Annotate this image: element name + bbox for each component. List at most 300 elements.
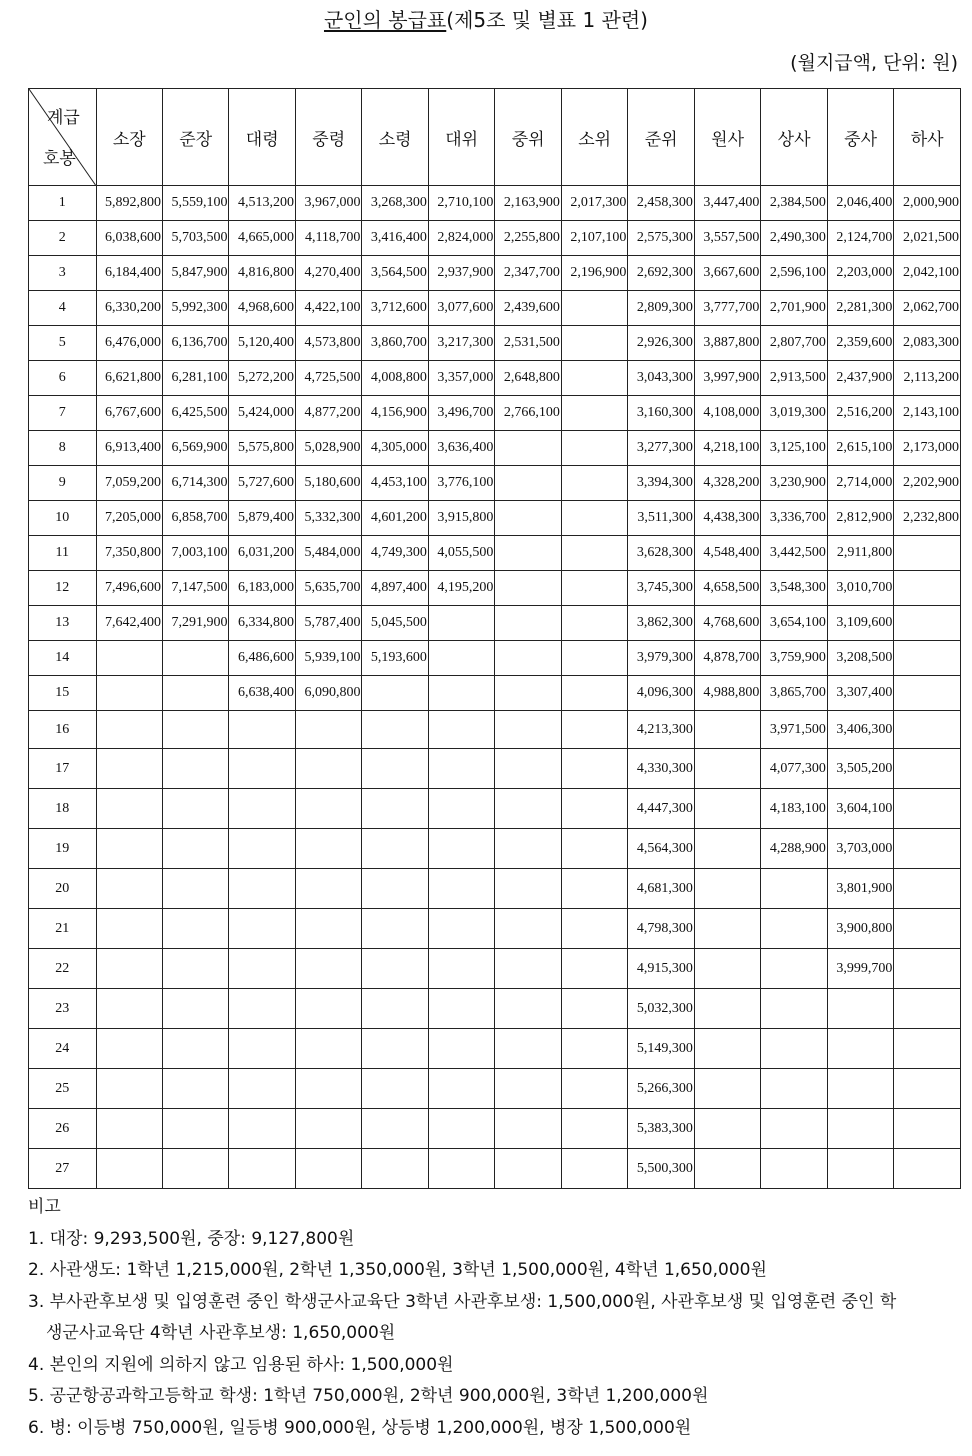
salary-cell [894,1029,961,1069]
salary-cell: 4,055,500 [428,536,494,571]
salary-cell [362,789,428,829]
salary-cell: 4,330,300 [628,749,694,789]
salary-cell: 3,160,300 [628,396,694,431]
pay-table [28,88,961,1189]
salary-cell: 3,416,400 [362,221,428,256]
salary-cell: 2,701,900 [761,291,827,326]
salary-cell [761,909,827,949]
step-number: 16 [29,711,97,749]
salary-cell [229,1029,295,1069]
salary-cell: 3,336,700 [761,501,827,536]
salary-cell: 2,490,300 [761,221,827,256]
salary-cell: 2,692,300 [628,256,694,291]
salary-cell [894,641,961,676]
salary-cell: 3,019,300 [761,396,827,431]
salary-cell: 4,288,900 [761,829,827,869]
salary-cell [362,829,428,869]
step-number: 5 [29,326,97,361]
salary-cell [561,909,627,949]
salary-cell: 4,681,300 [628,869,694,909]
salary-cell: 3,394,300 [628,466,694,501]
salary-cell [96,909,162,949]
salary-cell: 3,712,600 [362,291,428,326]
salary-cell [96,789,162,829]
salary-cell [362,1029,428,1069]
table-row [29,431,961,466]
salary-cell: 4,816,800 [229,256,295,291]
salary-cell: 2,196,900 [561,256,627,291]
salary-cell [162,869,228,909]
salary-cell [96,676,162,711]
salary-cell: 2,042,100 [894,256,961,291]
salary-cell: 6,638,400 [229,676,295,711]
salary-cell [827,1069,893,1109]
salary-cell [162,909,228,949]
salary-cell [561,1149,627,1189]
salary-cell: 2,437,900 [827,361,893,396]
salary-cell: 3,967,000 [295,186,361,221]
salary-cell: 4,877,200 [295,396,361,431]
salary-cell [295,869,361,909]
salary-cell: 3,628,300 [628,536,694,571]
salary-cell: 5,193,600 [362,641,428,676]
salary-cell [495,571,561,606]
salary-cell [561,291,627,326]
salary-cell [295,829,361,869]
salary-cell [229,829,295,869]
salary-cell [694,1029,760,1069]
salary-cell: 7,291,900 [162,606,228,641]
salary-cell: 5,635,700 [295,571,361,606]
salary-cell [894,749,961,789]
salary-cell: 6,476,000 [96,326,162,361]
salary-cell: 4,915,300 [628,949,694,989]
salary-cell [428,789,494,829]
salary-cell: 6,184,400 [96,256,162,291]
salary-cell: 3,442,500 [761,536,827,571]
salary-cell [561,749,627,789]
salary-cell: 4,725,500 [295,361,361,396]
salary-cell [162,1069,228,1109]
salary-cell [561,1029,627,1069]
table-row [29,186,961,221]
salary-cell [561,431,627,466]
salary-cell [96,1069,162,1109]
salary-cell [428,1109,494,1149]
salary-cell [362,1069,428,1109]
salary-cell: 4,749,300 [362,536,428,571]
salary-cell: 2,021,500 [894,221,961,256]
salary-cell [96,869,162,909]
salary-cell [96,1149,162,1189]
table-row [29,1149,961,1189]
salary-cell: 2,809,300 [628,291,694,326]
salary-cell: 2,107,100 [561,221,627,256]
salary-cell [761,1149,827,1189]
salary-cell: 5,332,300 [295,501,361,536]
salary-cell: 3,997,900 [694,361,760,396]
salary-cell: 2,083,300 [894,326,961,361]
salary-cell [495,641,561,676]
salary-cell [495,711,561,749]
salary-cell [894,829,961,869]
salary-cell [495,909,561,949]
salary-cell: 2,384,500 [761,186,827,221]
salary-cell: 3,745,300 [628,571,694,606]
salary-cell: 7,059,200 [96,466,162,501]
salary-cell [295,909,361,949]
salary-cell: 2,575,300 [628,221,694,256]
table-row [29,501,961,536]
salary-cell: 2,173,000 [894,431,961,466]
salary-cell [162,1029,228,1069]
salary-cell: 4,096,300 [628,676,694,711]
salary-cell [229,869,295,909]
salary-cell: 4,564,300 [628,829,694,869]
salary-cell: 6,913,400 [96,431,162,466]
salary-cell: 5,727,600 [229,466,295,501]
salary-cell [162,1149,228,1189]
salary-cell: 7,003,100 [162,536,228,571]
step-number: 15 [29,676,97,711]
salary-cell: 4,447,300 [628,789,694,829]
step-number: 25 [29,1069,97,1109]
salary-cell [162,989,228,1029]
salary-cell: 6,621,800 [96,361,162,396]
step-number: 19 [29,829,97,869]
corner-step-label: 호봉 [43,149,76,169]
salary-cell: 4,513,200 [229,186,295,221]
step-number: 13 [29,606,97,641]
salary-cell: 4,665,000 [229,221,295,256]
title-sub: (제5조 및 별표 1 관련) [446,8,648,32]
table-row [29,641,961,676]
note-4: 4. 본인의 지원에 의하지 않고 임용된 하사: 1,500,000원 [28,1354,454,1375]
salary-cell: 2,714,000 [827,466,893,501]
table-row [29,1069,961,1109]
salary-cell [561,571,627,606]
salary-cell [295,749,361,789]
salary-cell: 5,992,300 [162,291,228,326]
salary-cell: 4,195,200 [428,571,494,606]
salary-cell [694,989,760,1029]
rank-header: 소위 [561,89,627,186]
salary-cell [894,606,961,641]
step-number: 12 [29,571,97,606]
salary-cell [761,1029,827,1069]
salary-cell: 4,878,700 [694,641,760,676]
step-number: 9 [29,466,97,501]
pay-table-body [29,186,961,1189]
table-row [29,361,961,396]
salary-cell [295,1069,361,1109]
rank-header: 준장 [162,89,228,186]
salary-cell: 3,511,300 [628,501,694,536]
salary-cell [561,501,627,536]
salary-cell: 6,767,600 [96,396,162,431]
salary-cell: 3,801,900 [827,869,893,909]
salary-cell [495,606,561,641]
salary-cell: 7,147,500 [162,571,228,606]
salary-cell [894,1069,961,1109]
salary-cell [295,989,361,1029]
salary-cell [96,829,162,869]
salary-cell: 7,350,800 [96,536,162,571]
salary-cell: 6,858,700 [162,501,228,536]
salary-cell: 2,596,100 [761,256,827,291]
salary-cell: 4,108,000 [694,396,760,431]
salary-cell: 3,268,300 [362,186,428,221]
salary-cell: 5,028,900 [295,431,361,466]
salary-cell [428,989,494,1029]
salary-cell [229,949,295,989]
rank-header: 준위 [628,89,694,186]
salary-cell [495,829,561,869]
salary-cell: 2,615,100 [827,431,893,466]
salary-cell: 5,383,300 [628,1109,694,1149]
salary-cell [495,466,561,501]
rank-header: 대령 [229,89,295,186]
salary-cell: 2,281,300 [827,291,893,326]
salary-cell: 4,305,000 [362,431,428,466]
salary-cell: 5,272,200 [229,361,295,396]
step-number: 27 [29,1149,97,1189]
salary-cell: 5,703,500 [162,221,228,256]
salary-cell [827,1109,893,1149]
table-row [29,1109,961,1149]
salary-cell [894,676,961,711]
salary-cell: 4,218,100 [694,431,760,466]
table-row [29,256,961,291]
salary-cell [495,501,561,536]
salary-cell: 6,031,200 [229,536,295,571]
salary-cell: 3,230,900 [761,466,827,501]
salary-cell: 4,008,800 [362,361,428,396]
salary-cell: 2,812,900 [827,501,893,536]
salary-cell [162,1109,228,1149]
step-number: 1 [29,186,97,221]
salary-cell [362,676,428,711]
rank-header: 대위 [428,89,494,186]
step-number: 17 [29,749,97,789]
salary-cell: 2,062,700 [894,291,961,326]
salary-cell [495,869,561,909]
salary-cell: 2,203,000 [827,256,893,291]
salary-cell: 5,500,300 [628,1149,694,1189]
salary-cell: 6,714,300 [162,466,228,501]
salary-cell [495,1069,561,1109]
salary-cell: 3,496,700 [428,396,494,431]
salary-cell: 3,667,600 [694,256,760,291]
salary-cell: 6,569,900 [162,431,228,466]
salary-cell [694,829,760,869]
salary-cell [694,909,760,949]
salary-cell: 3,900,800 [827,909,893,949]
salary-cell [561,606,627,641]
rank-header: 하사 [894,89,961,186]
salary-cell: 2,113,200 [894,361,961,396]
salary-cell: 2,911,800 [827,536,893,571]
salary-cell [894,989,961,1029]
note-5: 5. 공군항공과학고등학교 학생: 1학년 750,000원, 2학년 900,000원, 3학년 1,200,000원 [28,1386,709,1406]
salary-cell [495,431,561,466]
salary-cell [827,989,893,1029]
salary-cell: 3,447,400 [694,186,760,221]
salary-cell [894,536,961,571]
salary-cell [362,949,428,989]
salary-cell [295,1029,361,1069]
salary-cell [428,676,494,711]
salary-cell [495,949,561,989]
salary-cell [561,361,627,396]
notes-section [28,1192,963,1444]
salary-cell: 5,424,000 [229,396,295,431]
salary-cell: 3,125,100 [761,431,827,466]
table-row [29,536,961,571]
salary-cell [362,869,428,909]
salary-cell: 5,879,400 [229,501,295,536]
table-row [29,326,961,361]
salary-cell: 4,438,300 [694,501,760,536]
step-number: 2 [29,221,97,256]
salary-cell: 3,307,400 [827,676,893,711]
salary-cell [561,869,627,909]
salary-cell: 4,270,400 [295,256,361,291]
salary-cell: 2,648,800 [495,361,561,396]
salary-cell [229,1149,295,1189]
salary-cell: 4,183,100 [761,789,827,829]
salary-cell: 2,232,800 [894,501,961,536]
salary-cell [495,536,561,571]
salary-cell [428,749,494,789]
salary-cell: 3,077,600 [428,291,494,326]
rank-header: 중사 [827,89,893,186]
salary-cell: 3,979,300 [628,641,694,676]
salary-cell [96,641,162,676]
salary-cell: 3,357,000 [428,361,494,396]
salary-cell [96,1109,162,1149]
salary-cell: 4,968,600 [229,291,295,326]
salary-cell [162,949,228,989]
salary-cell [894,909,961,949]
salary-cell [694,869,760,909]
salary-cell: 6,425,500 [162,396,228,431]
salary-cell: 2,000,900 [894,186,961,221]
salary-cell [229,711,295,749]
salary-cell: 2,926,300 [628,326,694,361]
note-6: 6. 병: 이등병 750,000원, 일등병 900,000원, 상등병 1,200,000원, 병장 1,500,000원 [28,1417,692,1438]
salary-cell: 5,892,800 [96,186,162,221]
salary-cell: 7,496,600 [96,571,162,606]
step-number: 10 [29,501,97,536]
salary-cell: 3,505,200 [827,749,893,789]
salary-cell [561,676,627,711]
table-row [29,989,961,1029]
salary-cell: 3,208,500 [827,641,893,676]
salary-cell: 5,575,800 [229,431,295,466]
salary-cell: 2,824,000 [428,221,494,256]
salary-cell [162,676,228,711]
salary-cell [694,749,760,789]
salary-cell [428,641,494,676]
salary-cell: 2,143,100 [894,396,961,431]
salary-cell: 4,328,200 [694,466,760,501]
header-row [29,89,961,186]
salary-cell: 2,124,700 [827,221,893,256]
salary-cell: 5,180,600 [295,466,361,501]
step-number: 21 [29,909,97,949]
salary-cell [96,749,162,789]
salary-cell [894,1149,961,1189]
salary-cell [827,1029,893,1069]
salary-cell [561,989,627,1029]
salary-cell [428,949,494,989]
table-row [29,909,961,949]
salary-cell [694,711,760,749]
salary-cell [561,829,627,869]
step-number: 24 [29,1029,97,1069]
salary-cell: 2,439,600 [495,291,561,326]
salary-cell [96,711,162,749]
salary-cell: 2,710,100 [428,186,494,221]
salary-cell: 3,860,700 [362,326,428,361]
step-number: 20 [29,869,97,909]
rank-header: 중령 [295,89,361,186]
salary-cell [295,1149,361,1189]
salary-cell: 2,046,400 [827,186,893,221]
table-row [29,571,961,606]
salary-cell [162,789,228,829]
salary-cell [694,1149,760,1189]
salary-cell [428,1149,494,1189]
table-row [29,291,961,326]
note-1: 1. 대장: 9,293,500원, 중장: 9,127,800원 [28,1228,355,1249]
salary-cell [229,1109,295,1149]
salary-cell [428,829,494,869]
unit-note: (월지급액, 단위: 원) [790,52,958,74]
salary-cell: 2,359,600 [827,326,893,361]
salary-cell [827,1149,893,1189]
salary-cell [894,711,961,749]
salary-cell [362,711,428,749]
step-number: 14 [29,641,97,676]
salary-cell [561,466,627,501]
salary-cell: 6,090,800 [295,676,361,711]
salary-cell [761,949,827,989]
note-3-continued: 생군사교육단 4학년 사관후보생: 1,650,000원 [46,1323,396,1343]
salary-cell: 2,163,900 [495,186,561,221]
salary-cell [761,869,827,909]
salary-cell [894,869,961,909]
salary-cell [561,396,627,431]
salary-cell [162,749,228,789]
salary-cell: 2,255,800 [495,221,561,256]
salary-cell: 4,601,200 [362,501,428,536]
salary-cell [561,711,627,749]
salary-cell: 2,017,300 [561,186,627,221]
salary-cell: 6,136,700 [162,326,228,361]
step-number: 6 [29,361,97,396]
step-number: 8 [29,431,97,466]
salary-cell: 4,897,400 [362,571,428,606]
salary-cell [362,909,428,949]
table-row [29,949,961,989]
salary-cell [428,1069,494,1109]
note-2: 2. 사관생도: 1학년 1,215,000원, 2학년 1,350,000원, 3학년 1,500,000원, 4학년 1,650,000원 [28,1260,767,1280]
salary-cell: 4,768,600 [694,606,760,641]
salary-cell: 4,798,300 [628,909,694,949]
table-row [29,221,961,256]
